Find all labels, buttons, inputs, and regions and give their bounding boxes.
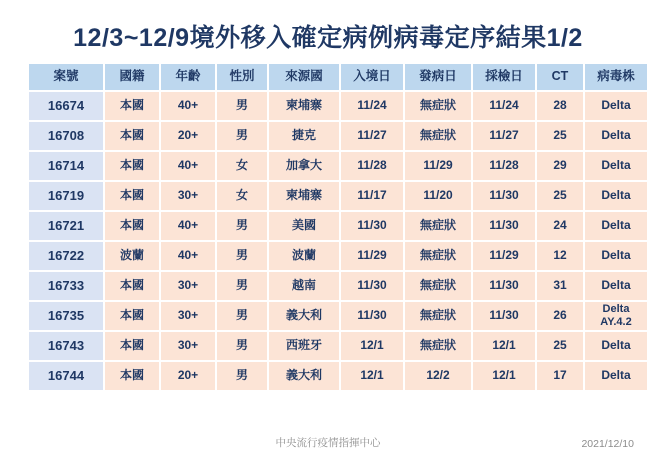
footer-source: 中央流行疫情指揮中心 bbox=[275, 437, 381, 449]
column-header-onset-date: 發病日 bbox=[405, 64, 471, 90]
cell-source-country: 柬埔寨 bbox=[269, 92, 339, 120]
cell-nationality: 本國 bbox=[105, 362, 159, 390]
cell-source-country: 義大利 bbox=[269, 362, 339, 390]
cell-nationality: 本國 bbox=[105, 152, 159, 180]
table-row bbox=[29, 212, 647, 240]
table-row bbox=[29, 332, 647, 360]
cell-source-country: 波蘭 bbox=[269, 242, 339, 270]
cell-age: 40+ bbox=[161, 92, 215, 120]
table-header-row bbox=[29, 64, 647, 90]
cell-nationality: 本國 bbox=[105, 122, 159, 150]
cell-age: 30+ bbox=[161, 332, 215, 360]
cell-ct: 28 bbox=[537, 92, 583, 120]
cell-source-country: 西班牙 bbox=[269, 332, 339, 360]
cell-ct: 17 bbox=[537, 362, 583, 390]
cell-entry-date: 12/1 bbox=[341, 332, 403, 360]
cell-variant bbox=[585, 302, 647, 330]
cell-variant: Delta bbox=[585, 272, 647, 300]
table-body bbox=[29, 92, 647, 390]
cell-nationality: 本國 bbox=[105, 182, 159, 210]
cell-sample-date: 11/27 bbox=[473, 122, 535, 150]
cell-onset-date: 無症狀 bbox=[405, 302, 471, 330]
cell-ct: 29 bbox=[537, 152, 583, 180]
cell-sex: 男 bbox=[217, 92, 267, 120]
sequencing-results-table bbox=[27, 62, 635, 392]
cell-onset-date: 12/2 bbox=[405, 362, 471, 390]
cell-sex: 男 bbox=[217, 272, 267, 300]
cell-entry-date: 11/28 bbox=[341, 152, 403, 180]
cell-sample-date: 12/1 bbox=[473, 362, 535, 390]
cell-sex: 男 bbox=[217, 332, 267, 360]
cell-entry-date: 11/17 bbox=[341, 182, 403, 210]
cell-case: 16708 bbox=[29, 122, 103, 150]
cell-sex: 男 bbox=[217, 302, 267, 330]
cell-entry-date: 11/29 bbox=[341, 242, 403, 270]
cell-nationality: 波蘭 bbox=[105, 242, 159, 270]
cell-sample-date: 11/30 bbox=[473, 212, 535, 240]
cell-sample-date: 11/24 bbox=[473, 92, 535, 120]
cell-case: 16744 bbox=[29, 362, 103, 390]
cell-sex: 女 bbox=[217, 152, 267, 180]
cell-onset-date: 無症狀 bbox=[405, 92, 471, 120]
cell-case: 16743 bbox=[29, 332, 103, 360]
cell-variant: Delta bbox=[585, 242, 647, 270]
table-row bbox=[29, 362, 647, 390]
cell-entry-date: 11/30 bbox=[341, 302, 403, 330]
cell-variant: Delta bbox=[585, 152, 647, 180]
cell-case: 16733 bbox=[29, 272, 103, 300]
cell-entry-date: 11/27 bbox=[341, 122, 403, 150]
cell-nationality: 本國 bbox=[105, 302, 159, 330]
column-header-case: 案號 bbox=[29, 64, 103, 90]
cell-age: 30+ bbox=[161, 302, 215, 330]
table-row bbox=[29, 182, 647, 210]
cell-case: 16722 bbox=[29, 242, 103, 270]
cell-ct: 25 bbox=[537, 332, 583, 360]
table-row bbox=[29, 122, 647, 150]
cell-onset-date: 無症狀 bbox=[405, 332, 471, 360]
cell-entry-date: 11/30 bbox=[341, 272, 403, 300]
cell-ct: 25 bbox=[537, 122, 583, 150]
cell-source-country: 義大利 bbox=[269, 302, 339, 330]
cell-ct: 26 bbox=[537, 302, 583, 330]
cell-variant: Delta bbox=[585, 362, 647, 390]
variant-name: Delta bbox=[602, 303, 630, 316]
column-header-age: 年齡 bbox=[161, 64, 215, 90]
cell-nationality: 本國 bbox=[105, 332, 159, 360]
cell-sample-date: 11/30 bbox=[473, 182, 535, 210]
cell-nationality: 本國 bbox=[105, 212, 159, 240]
column-header-ct: CT bbox=[537, 64, 583, 90]
cell-variant: Delta bbox=[585, 212, 647, 240]
cell-case: 16714 bbox=[29, 152, 103, 180]
table-row bbox=[29, 92, 647, 120]
cell-source-country: 柬埔寨 bbox=[269, 182, 339, 210]
cell-sample-date: 11/29 bbox=[473, 242, 535, 270]
cell-source-country: 越南 bbox=[269, 272, 339, 300]
cell-ct: 25 bbox=[537, 182, 583, 210]
cell-age: 40+ bbox=[161, 242, 215, 270]
variant-sublineage: AY.4.2 bbox=[600, 316, 632, 328]
cell-case: 16721 bbox=[29, 212, 103, 240]
cell-sex: 男 bbox=[217, 212, 267, 240]
cell-onset-date: 無症狀 bbox=[405, 242, 471, 270]
table-row bbox=[29, 272, 647, 300]
cell-variant: Delta bbox=[585, 122, 647, 150]
cell-sex: 女 bbox=[217, 182, 267, 210]
column-header-sample-date: 採檢日 bbox=[473, 64, 535, 90]
cell-entry-date: 12/1 bbox=[341, 362, 403, 390]
cell-onset-date: 11/20 bbox=[405, 182, 471, 210]
cell-age: 20+ bbox=[161, 122, 215, 150]
cell-source-country: 捷克 bbox=[269, 122, 339, 150]
cell-source-country: 美國 bbox=[269, 212, 339, 240]
column-header-sex: 性別 bbox=[217, 64, 267, 90]
footer-date: 2021/12/10 bbox=[581, 438, 634, 450]
cell-case: 16719 bbox=[29, 182, 103, 210]
cell-age: 40+ bbox=[161, 152, 215, 180]
cell-onset-date: 無症狀 bbox=[405, 212, 471, 240]
cell-variant: Delta bbox=[585, 182, 647, 210]
cell-entry-date: 11/24 bbox=[341, 92, 403, 120]
cell-age: 20+ bbox=[161, 362, 215, 390]
cell-sample-date: 11/30 bbox=[473, 272, 535, 300]
cell-case: 16674 bbox=[29, 92, 103, 120]
column-header-variant: 病毒株 bbox=[585, 64, 647, 90]
cell-age: 40+ bbox=[161, 212, 215, 240]
cell-sex: 男 bbox=[217, 362, 267, 390]
cell-entry-date: 11/30 bbox=[341, 212, 403, 240]
table-row bbox=[29, 152, 647, 180]
table-row bbox=[29, 242, 647, 270]
cell-ct: 24 bbox=[537, 212, 583, 240]
cell-age: 30+ bbox=[161, 272, 215, 300]
cell-source-country: 加拿大 bbox=[269, 152, 339, 180]
cell-case: 16735 bbox=[29, 302, 103, 330]
cell-onset-date: 無症狀 bbox=[405, 122, 471, 150]
cell-sample-date: 11/30 bbox=[473, 302, 535, 330]
column-header-nationality: 國籍 bbox=[105, 64, 159, 90]
column-header-entry-date: 入境日 bbox=[341, 64, 403, 90]
cell-sex: 男 bbox=[217, 122, 267, 150]
cell-variant: Delta bbox=[585, 92, 647, 120]
cell-nationality: 本國 bbox=[105, 92, 159, 120]
cell-variant: Delta bbox=[585, 332, 647, 360]
table-row bbox=[29, 302, 647, 330]
cell-onset-date: 無症狀 bbox=[405, 272, 471, 300]
cell-sex: 男 bbox=[217, 242, 267, 270]
page-title: 12/3~12/9境外移入確定病例病毒定序結果1/2 bbox=[73, 24, 583, 52]
column-header-source-country: 來源國 bbox=[269, 64, 339, 90]
cell-onset-date: 11/29 bbox=[405, 152, 471, 180]
results-table bbox=[27, 62, 649, 392]
cell-ct: 12 bbox=[537, 242, 583, 270]
cell-sample-date: 12/1 bbox=[473, 332, 535, 360]
cell-sample-date: 11/28 bbox=[473, 152, 535, 180]
cell-ct: 31 bbox=[537, 272, 583, 300]
cell-age: 30+ bbox=[161, 182, 215, 210]
cell-nationality: 本國 bbox=[105, 272, 159, 300]
